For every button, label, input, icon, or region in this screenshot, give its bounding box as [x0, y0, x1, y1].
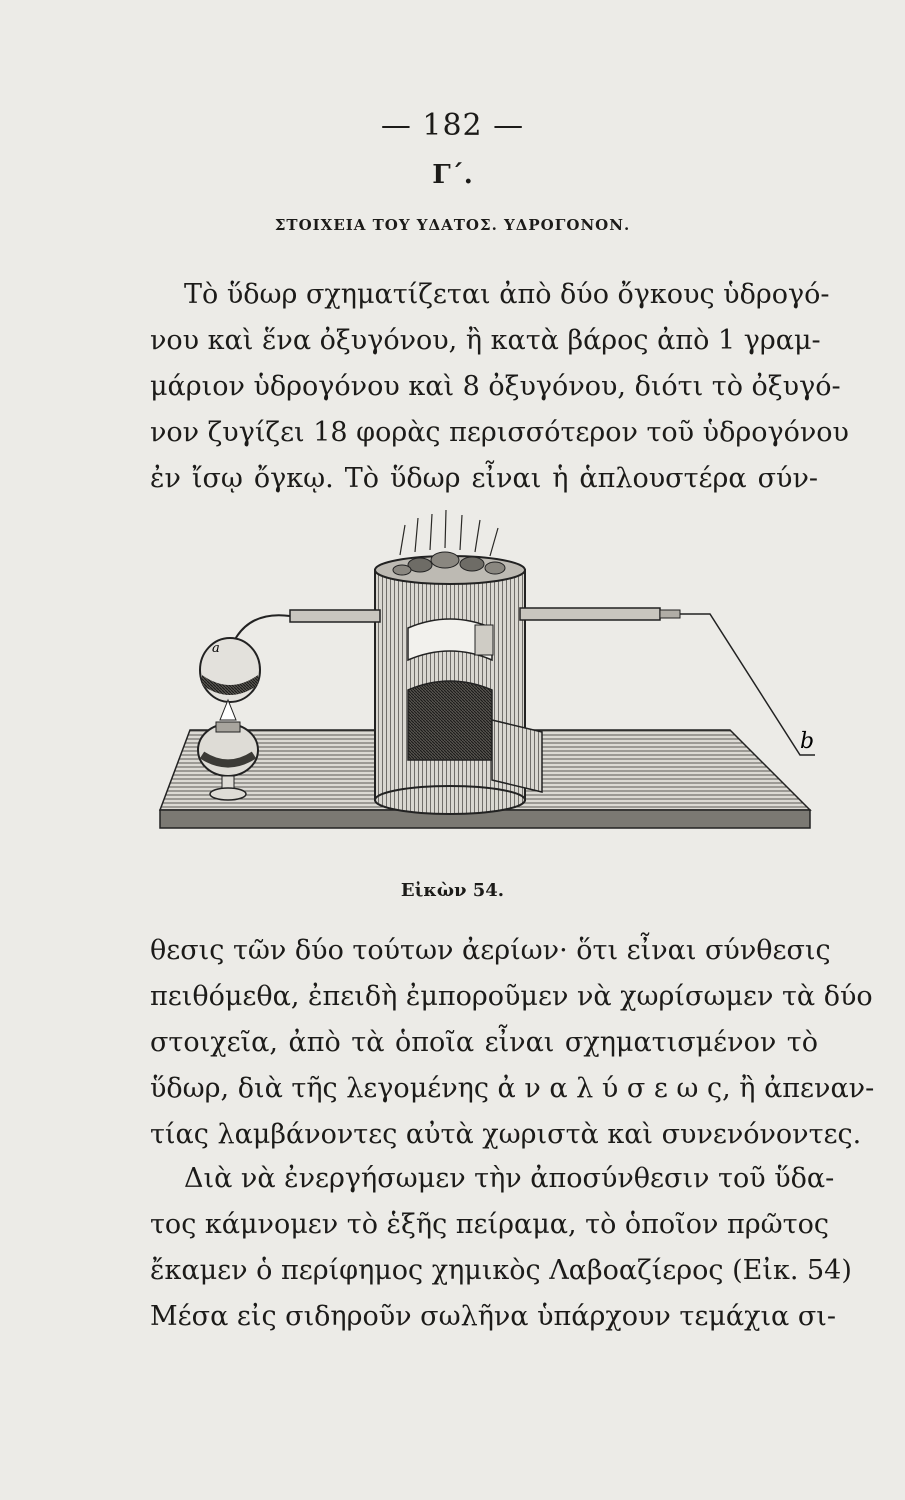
iron-furnace — [375, 510, 542, 814]
figure-label-a: a — [212, 641, 220, 656]
glass-retort — [200, 615, 290, 702]
paragraph-line: θεσις τῶν δύο τούτων ἀερίων· ὅτι εἶναι σύνθεσις — [150, 935, 831, 966]
paragraph-line: τίας λαμβάνοντες αὐτὰ χωριστὰ καὶ συνενόνοντες. — [150, 1119, 862, 1150]
paragraph-line: ὕδωρ, διὰ τῆς λεγομένης ἀ ν α λ ύ σ ε ω ς, ἢ ἀπεναν- — [150, 1073, 875, 1104]
burning-coals — [393, 510, 505, 575]
paragraph-line: στοιχεῖα, ἀπὸ τὰ ὁποῖα εἶναι σχηματισμένον τὸ — [150, 1027, 818, 1058]
paragraph-line: πειθόμεθα, ἐπειδὴ ἐμποροῦμεν νὰ χωρίσωμεν τὰ δύο — [150, 981, 873, 1012]
paragraph-line: μάριον ὑδρογόνου καὶ 8 ὀξυγόνου, διότι τὸ ὀξυγό- — [150, 371, 841, 402]
paragraph-line: ἐν ἴσῳ ὄγκῳ. Τὸ ὕδωρ εἶναι ἡ ἁπλουστέρα σύν- — [150, 463, 818, 494]
paragraph-line: Διὰ νὰ ἐνεργήσωμεν τὴν ἀποσύνθεσιν τοῦ ὕδα- — [184, 1163, 835, 1194]
paragraph-line: Μέσα εἰς σιδηροῦν σωλῆνα ὑπάρχουν τεμάχια σι- — [150, 1301, 837, 1332]
paragraph-line: νον ζυγίζει 18 φορὰς περισσότερον τοῦ ὑδρογόνου — [150, 417, 849, 448]
section-letter: Γ΄. — [432, 160, 473, 190]
paragraph-1 — [150, 272, 849, 502]
figure-caption: Εἰκὼν 54. — [400, 880, 505, 901]
paragraph-line: νου καὶ ἕνα ὀξυγόνου, ἢ κατὰ βάρος ἀπὸ 1 γραμ- — [150, 325, 821, 356]
paragraph-line: Τὸ ὕδωρ σχηματίζεται ἀπὸ δύο ὄγκους ὑδρογό- — [184, 279, 830, 310]
figure-label-b: b — [800, 729, 815, 754]
paragraph-3 — [150, 1156, 852, 1340]
paragraph-2 — [150, 928, 875, 1158]
section-title: ΣΤΟΙΧΕΙΑ ΤΟΥ ΥΔΑΤΟΣ. ΥΔΡΟΓΟΝΟΝ. — [274, 216, 631, 234]
paragraph-line: ἔκαμεν ὁ περίφημος χημικὸς Λαβοαζίερος (Εἰκ. 54) — [150, 1255, 852, 1286]
lavoisier-apparatus-illustration — [150, 510, 830, 870]
paragraph-line: τος κάμνομεν τὸ ἑξῆς πείραμα, τὸ ὁποῖον πρῶτος — [150, 1209, 829, 1240]
page-number-header: — 182 — — [380, 108, 525, 143]
